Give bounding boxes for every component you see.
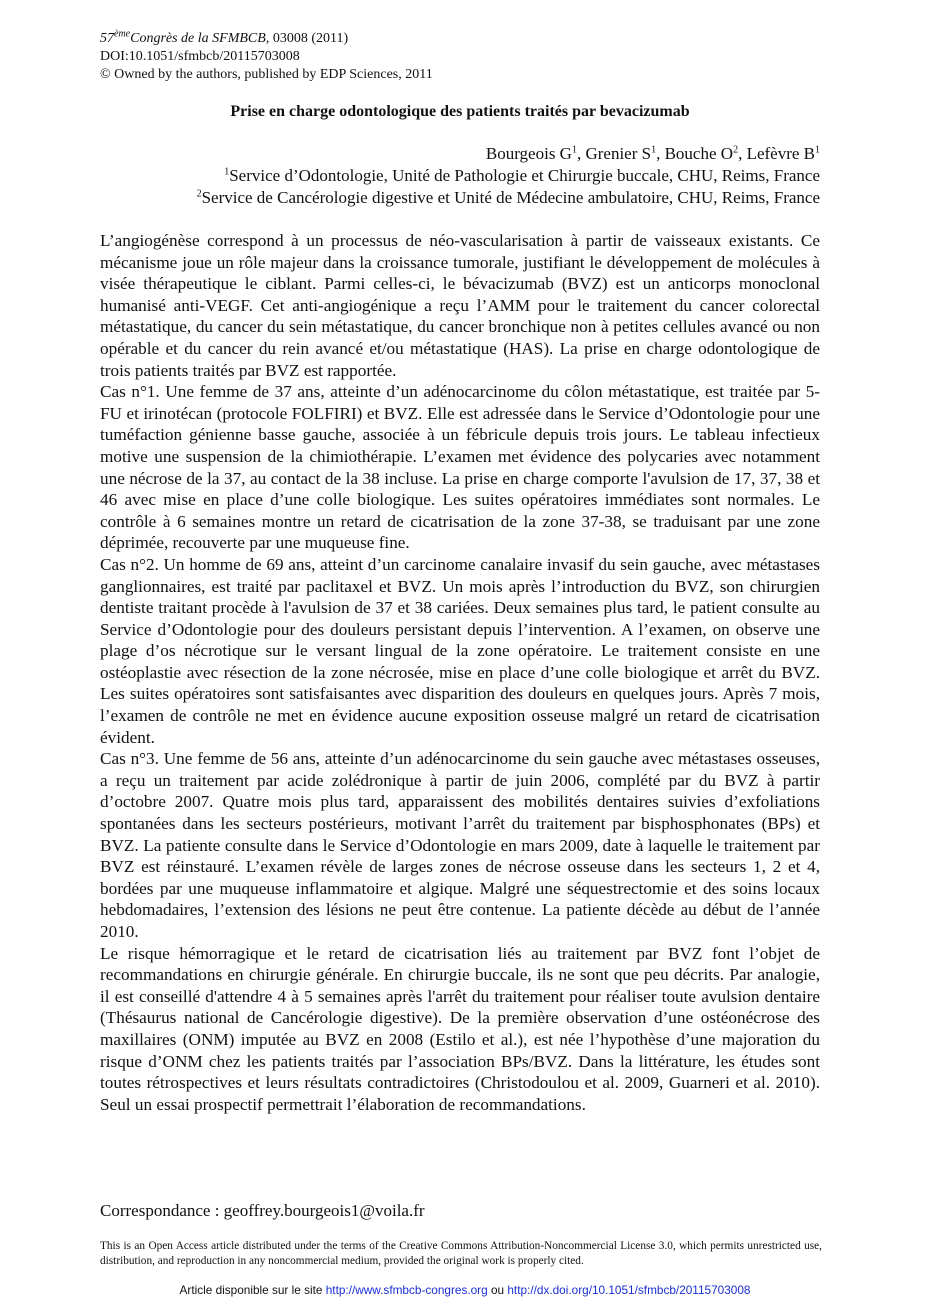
doi-link[interactable]: http://dx.doi.org/10.1051/sfmbcb/20115703008	[507, 1283, 751, 1297]
doi-line: DOI:10.1051/sfmbcb/20115703008	[100, 49, 300, 64]
conference-name: Congrès de la SFMBCB	[130, 31, 266, 46]
affiliation-text: Service de Cancérologie digestive et Unité de Médecine ambulatoire, CHU, Reims, France	[201, 188, 820, 207]
conference-ref: , 03008 (2011)	[265, 31, 349, 46]
author-name: , Bouche O	[656, 144, 734, 163]
paragraph-discussion: Le risque hémorragique et le retard de cicatrisation liés au traitement par BVZ font l’objet de recommandations en chirurgie générale. En chirurgie buccale, ils ne sont que peu décrits. Par analogie, il est conseillé d'attendre 4 à 5 semaines après l'arrêt du traitement pour réaliser toute avulsion dentaire (Thésaurus national de Cancérologie digestive). De la première observation d’une ostéonécrose des maxillaires (ONM) imputée au BVZ en 2008 (Estilo et al.), est née l’hypothèse d’une majoration du risque d’ONM chez les patients traités par l’association BPs/BVZ. Dans la littérature, les études sont toutes rétrospectives et leurs résultats contradictoires (Christodoulou et al. 2009, Guarneri et al. 2010). Seul un essai prospectif permettrait l’élaboration de recommandations.	[100, 943, 820, 1114]
conference-header	[100, 30, 348, 47]
license-notice: This is an Open Access article distributed under the terms of the Creative Commons Attribution-Noncommercial License 3.0, which permits unrestricted use, distribution, and reproduction in any noncommercial medium, provided the original work is properly cited.	[100, 1240, 822, 1267]
article-title: Prise en charge odontologique des patients traités par bevacizumab	[230, 103, 690, 120]
author-list	[100, 143, 820, 165]
paragraph-case-1: Cas n°1. Une femme de 37 ans, atteinte d’un adénocarcinome du côlon métastatique, est traitée par 5-FU et irinotécan (protocole FOLFIRI) et BVZ. Elle est adressée dans le Service d’Odontologie pour une tuméfaction génienne basse gauche, associée à un fébricule depuis trois jours. Le tableau infectieux motive une suspension de la chimiothérapie. L’examen met évidence des polycaries avec notamment une nécrose de la 37, au contact de la 38 incluse. La prise en charge comporte l'avulsion de 17, 37, 38 et 46 avec mise en place d’une colle biologique. Les suites opératoires immédiates sont normales. Le contrôle à 6 semaines montre un retard de cicatrisation de la zone 37-38, se traduisant par une zone déprimée, recouverte par une muqueuse fine.	[100, 382, 820, 553]
article-body	[100, 230, 820, 1115]
footer-prefix: Article disponible sur le site	[179, 1283, 326, 1297]
footer-middle: ou	[487, 1283, 508, 1297]
conference-number: 57	[100, 31, 114, 46]
affiliation-1	[100, 165, 820, 187]
author-block	[100, 143, 820, 209]
author-name: , Lefèvre B	[738, 144, 815, 163]
conference-number-suffix: ème	[114, 28, 131, 40]
rights-line: © Owned by the authors, published by EDP Sciences, 2011	[100, 67, 433, 82]
affiliation-marker: 2	[196, 188, 202, 200]
affiliation-marker: 1	[224, 166, 230, 178]
author-name: Bourgeois G	[485, 144, 572, 163]
affiliation-marker: 1	[815, 144, 820, 156]
correspondence: Correspondance : geoffrey.bourgeois1@voila.fr	[100, 1201, 425, 1220]
paragraph-introduction: L’angiogénèse correspond à un processus de néo-vascularisation à partir de vaisseaux existants. Ce mécanisme joue un rôle majeur dans la croissance tumorale, justifiant le développement de molécules à visée thérapeutique le ciblant. Parmi celles-ci, le bévacizumab (BVZ) est un anticorps monoclonal humanisé anti-VEGF. Cet anti-angiogénique a reçu l’AMM pour le traitement du cancer colorectal métastatique, du cancer du sein métastatique, du cancer bronchique non à petites cellules avancé ou non opérable et du cancer du rein avancé et/ou métastatique (HAS). La prise en charge odontologique de trois patients traités par BVZ est rapportée.	[100, 231, 820, 380]
affiliation-marker: 1	[651, 144, 657, 156]
availability-footer	[0, 1282, 930, 1298]
congress-site-link[interactable]: http://www.sfmbcb-congres.org	[325, 1283, 488, 1297]
author-name: , Grenier S	[576, 144, 652, 163]
paragraph-case-2: Cas n°2. Un homme de 69 ans, atteint d’un carcinome canalaire invasif du sein gauche, avec métastases ganglionnaires, est traité par paclitaxel et BVZ. Un mois après l’introduction du BVZ, son chirurgien dentiste traitant procède à l'avulsion de 37 et 38 cariées. Deux semaines plus tard, le patient consulte au Service d’Odontologie pour des douleurs persistant depuis l’intervention. A l’examen, on observe une plage d’os nécrotique sur le versant lingual de la zone opératoire. Le traitement consiste en une ostéoplastie avec résection de la zone nécrosée, mise en place d’une colle biologique et arrêt du BVZ. Les suites opératoires sont satisfaisantes avec disparition des douleurs en quelques jours. Après 7 mois, l’examen de contrôle ne met en évidence aucune exposition osseuse malgré un retard de cicatrisation évident.	[100, 554, 820, 747]
affiliation-2	[100, 187, 820, 209]
paragraph-case-3: Cas n°3. Une femme de 56 ans, atteinte d’un adénocarcinome du sein gauche avec métastases osseuses, a reçu un traitement par acide zolédronique à partir de juin 2006, complété par du BVZ à partir d’octobre 2007. Quatre mois plus tard, apparaissent des mobilités dentaires suivies d’exfoliations spontanées dans les secteurs postérieurs, motivant l’arrêt du traitement par bisphosphonates (BPs) et BVZ. La patiente consulte dans le Service d’Odontologie en mars 2009, date à laquelle le traitement par BVZ est réinstauré. L’examen révèle de larges zones de nécrose osseuse dans les secteurs 1, 2 et 4, bordées par une muqueuse inflammatoire et algique. Malgré une séquestrectomie et des soins locaux hebdomadaires, l’extension des lésions ne peut être contenue. La patiente décède au début de l’année 2010.	[100, 749, 820, 941]
affiliation-marker: 1	[571, 144, 577, 156]
affiliation-text: Service d’Odontologie, Unité de Pathologie et Chirurgie buccale, CHU, Reims, France	[229, 166, 820, 185]
affiliation-marker: 2	[733, 144, 739, 156]
